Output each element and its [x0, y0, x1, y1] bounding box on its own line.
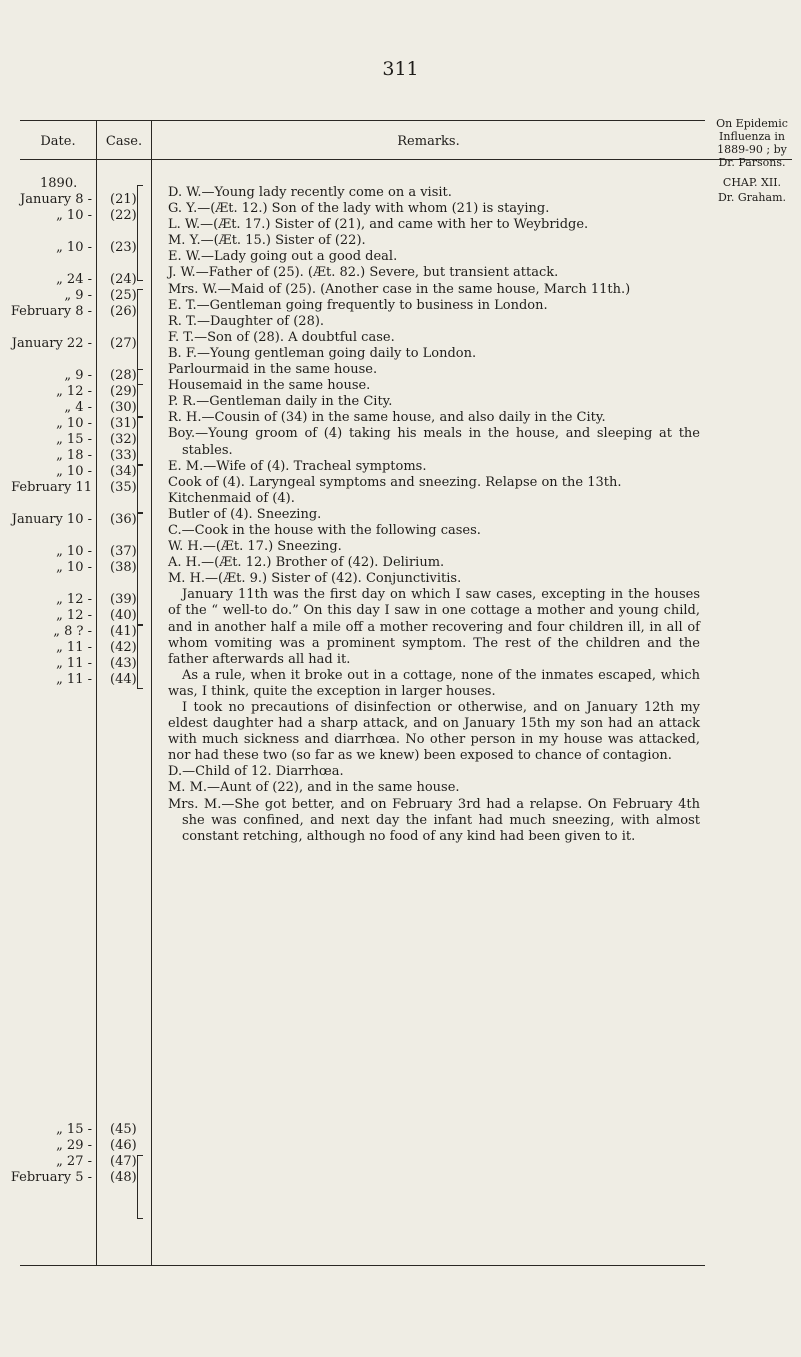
case-remark: Boy.—Young groom of (4) taking his meals in the house, and sleeping at the stables. [168, 426, 700, 458]
date-cell: „ 15 - [56, 432, 92, 447]
side-note-line: 1889-90 ; by [717, 143, 787, 156]
case-number: (28) [110, 368, 137, 383]
top-rule [20, 120, 705, 121]
case-remark: M. M.—Aunt of (22), and in the same house. [168, 780, 460, 796]
case-number: (38) [110, 560, 137, 575]
group-bracket [137, 513, 138, 625]
case-remark: R. H.—Cousin of (34) in the same house, and also daily in the City. [168, 410, 606, 426]
date-cell: „ 10 - [56, 208, 92, 223]
date-cell: „ 15 - [56, 1122, 92, 1137]
case-remark: D. W.—Young lady recently come on a visit. [168, 185, 452, 200]
case-number: (36) [110, 512, 137, 527]
date-cell: „ 18 - [56, 448, 92, 463]
group-bracket [137, 369, 138, 417]
case-remark: P. R.—Gentleman daily in the City. [168, 394, 393, 410]
case-remark: Mrs. W.—Maid of (25). (Another case in the same house, March 11th.) [168, 281, 631, 297]
case-remark: Housemaid in the same house. [168, 378, 371, 394]
date-cell: „ 27 - [56, 1154, 92, 1169]
year-label: 1890. [40, 176, 78, 191]
case-number: (35) [110, 480, 137, 495]
case-number: (42) [110, 640, 137, 655]
case-number: (46) [110, 1138, 137, 1153]
case-number: (41) [110, 624, 137, 639]
date-cell: „ 10 - [56, 560, 92, 575]
chapter-label: CHAP. XII. [722, 176, 782, 189]
case-remark: L. W.—(Æt. 17.) Sister of (21), and came with her to Weybridge. [168, 217, 589, 233]
case-number: (48) [110, 1170, 137, 1185]
case-number: (37) [110, 544, 137, 559]
case-number: (29) [110, 384, 137, 399]
case-remark: D.—Child of 12. Diarrhœa. [168, 764, 344, 780]
case-number: (27) [110, 336, 137, 351]
date-column-header: Date. [40, 134, 76, 149]
date-cell: „ 10 - [56, 544, 92, 559]
case-number: (22) [110, 208, 137, 223]
case-remark: F. T.—Son of (28). A doubtful case. [168, 329, 395, 345]
date-cell: „ 29 - [56, 1138, 92, 1153]
date-cell: „ 12 - [56, 608, 92, 623]
remarks-column [168, 185, 700, 845]
group-bracket [137, 465, 138, 513]
date-cell: „ 10 - [56, 416, 92, 431]
date-cell: „ 9 - [64, 288, 92, 303]
date-cell: „ 10 - [56, 240, 92, 255]
case-remark: J. W.—Father of (25). (Æt. 82.) Severe, but transient attack. [168, 265, 559, 281]
date-cell: „ 10 - [56, 464, 92, 479]
page-number: 311 [382, 58, 419, 80]
group-bracket [137, 625, 138, 689]
case-number: (44) [110, 672, 137, 687]
narrative-paragraph: As a rule, when it broke out in a cottage, none of the inmates escaped, which was, I think, quite the exception in larger houses. [168, 667, 700, 699]
case-remark: E. M.—Wife of (4). Tracheal symptoms. [168, 458, 427, 474]
case-number: (32) [110, 432, 137, 447]
group-bracket [137, 417, 138, 465]
case-remark: W. H.—(Æt. 17.) Sneezing. [168, 539, 342, 555]
date-cell: „ 9 - [64, 368, 92, 383]
narrative-paragraph: January 11th was the first day on which I saw cases, excepting in the houses of the “ well-to do.” On this day I saw in one cottage a mother and young child, and in another half a mile off a mother recovering and four children ill, in all of whom vomiting was a prominent symptom. The rest of the children and the father afterwards all had it. [168, 587, 700, 667]
date-cell: „ 12 - [56, 592, 92, 607]
author-label: Dr. Graham. [717, 191, 787, 204]
case-remark: G. Y.—(Æt. 12.) Son of the lady with whom (21) is staying. [168, 201, 550, 217]
date-cell: „ 12 - [56, 384, 92, 399]
case-remark: B. F.—Young gentleman going daily to London. [168, 345, 477, 361]
group-bracket [137, 185, 138, 281]
case-remark: M. Y.—(Æt. 15.) Sister of (22). [168, 233, 366, 249]
case-column-divider [151, 121, 152, 1266]
case-number: (30) [110, 400, 137, 415]
case-number: (34) [110, 464, 137, 479]
date-cell: „ 11 - [56, 640, 92, 655]
date-cell: „ 24 - [56, 272, 92, 287]
case-remark: C.—Cook in the house with the following cases. [168, 522, 481, 538]
remarks-column-header: Remarks. [397, 134, 460, 149]
side-note-line: On Epidemic [716, 117, 788, 130]
case-number: (43) [110, 656, 137, 671]
bottom-rule [20, 1265, 705, 1266]
case-remark: Parlourmaid in the same house. [168, 362, 378, 378]
date-column-divider [96, 121, 97, 1266]
case-number: (26) [110, 304, 137, 319]
narrative-paragraph: I took no precautions of disinfection or otherwise, and on January 12th my eldest daughter had a sharp attack, and on January 15th my son had an attack with much sickness and diarrhœa. No other person in my house was attacked, nor had these two (so far as we knew) been exposed to chance of contagion. [168, 700, 700, 764]
header-rule [20, 159, 792, 160]
group-bracket [137, 1155, 138, 1219]
case-number: (40) [110, 608, 137, 623]
side-note [705, 117, 799, 169]
date-cell: February 11 [11, 480, 92, 495]
case-remark: M. H.—(Æt. 9.) Sister of (42). Conjunctivitis. [168, 571, 462, 587]
date-cell: „ 11 - [56, 672, 92, 687]
case-number: (47) [110, 1154, 137, 1169]
case-number: (33) [110, 448, 137, 463]
case-remark: Cook of (4). Laryngeal symptoms and sneezing. Relapse on the 13th. [168, 474, 622, 490]
case-number: (31) [110, 416, 137, 431]
case-remark: A. H.—(Æt. 12.) Brother of (42). Delirium. [168, 555, 445, 571]
case-remark: R. T.—Daughter of (28). [168, 313, 325, 329]
side-note-line: Dr. Parsons. [718, 156, 786, 169]
side-note-line: Influenza in [719, 130, 785, 143]
date-cell: February 5 - [10, 1170, 92, 1185]
case-number: (25) [110, 288, 137, 303]
date-cell: „ 4 - [64, 400, 92, 415]
case-number: (45) [110, 1122, 137, 1137]
case-remark: E. W.—Lady going out a good deal. [168, 249, 398, 265]
case-number: (21) [110, 192, 137, 207]
date-cell: January 22 - [11, 336, 92, 351]
case-number: (23) [110, 240, 137, 255]
date-cell: „ 8 ? - [53, 624, 92, 639]
case-column-header: Case. [105, 134, 143, 149]
date-cell: January 8 - [20, 192, 92, 207]
date-cell: February 8 - [10, 304, 92, 319]
date-cell: „ 11 - [56, 656, 92, 671]
case-remark: E. T.—Gentleman going frequently to business in London. [168, 297, 548, 313]
case-number: (39) [110, 592, 137, 607]
case-remark: Butler of (4). Sneezing. [168, 506, 322, 522]
case-remark: Kitchenmaid of (4). [168, 490, 295, 506]
case-number: (24) [110, 272, 137, 287]
case-remark: Mrs. M.—She got better, and on February 3rd had a relapse. On February 4th she was confined, and next day the infant had much sneezing, with almost constant retching, although no food of any kind had been given to it. [168, 796, 700, 844]
date-cell: January 10 - [11, 512, 92, 527]
